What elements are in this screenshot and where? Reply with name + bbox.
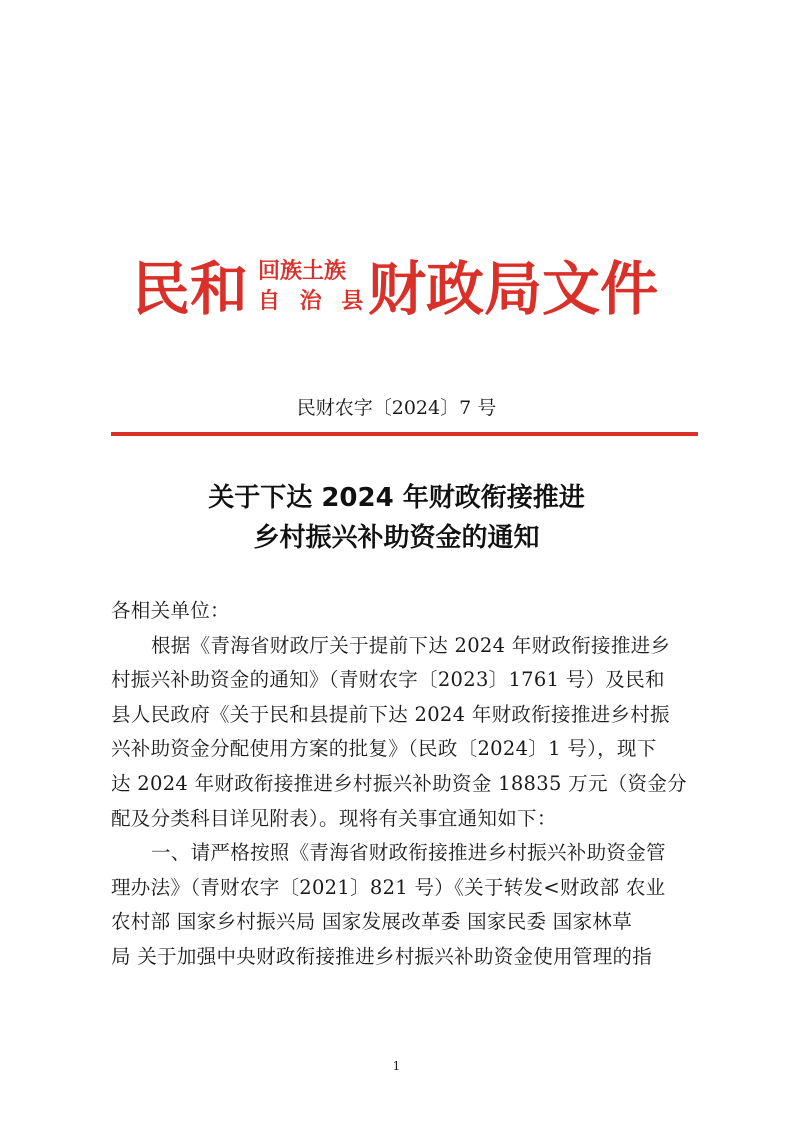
body-line: 一、请严格按照《青海省财政衔接推进乡村振兴补助资金管 <box>151 841 666 865</box>
header-title-right: 财政局文件 <box>368 255 659 323</box>
header-title-stack <box>258 256 370 316</box>
document-title <box>0 478 793 558</box>
header-stack-bottom: 自 治 县 <box>258 288 370 314</box>
page-number: 1 <box>392 1059 401 1073</box>
body-line: 根据《青海省财政厅关于提前下达 2024 年财政衔接推进乡 <box>151 633 671 657</box>
header-divider <box>111 432 698 436</box>
body-line: 兴补助资金分配使用方案的批复》（民政〔2024〕1 号），现下 <box>111 737 657 761</box>
header-stack-top: 回族土族 <box>258 258 347 284</box>
title-line-2: 乡村振兴补助资金的通知 <box>253 523 540 553</box>
body-line: 农村部 国家乡村振兴局 国家发展改革委 国家民委 国家林草 <box>111 910 632 934</box>
body-line: 县人民政府《关于民和县提前下达 2024 年财政衔接推进乡村振 <box>111 702 670 726</box>
title-line-1: 关于下达 2024 年财政衔接推进 <box>208 483 585 513</box>
document-number: 民财农字〔2024〕7 号 <box>296 397 497 419</box>
document-body <box>111 594 701 975</box>
salutation: 各相关单位： <box>111 599 230 622</box>
body-line: 理办法》（青财农字〔2021〕821 号）《关于转发<财政部 农业 <box>111 875 666 899</box>
body-line: 村振兴补助资金的通知》（青财农字〔2023〕1761 号）及民和 <box>111 668 665 692</box>
body-line: 局 关于加强中央财政衔接推进乡村振兴补助资金使用管理的指 <box>111 944 653 968</box>
body-line: 配及分类科目详见附表）。现将有关事宜通知如下： <box>111 806 557 830</box>
body-line: 达 2024 年财政衔接推进乡村振兴补助资金 18835 万元（资金分 <box>111 771 687 795</box>
document-header <box>0 248 793 328</box>
header-title-left: 民和 <box>132 255 249 323</box>
